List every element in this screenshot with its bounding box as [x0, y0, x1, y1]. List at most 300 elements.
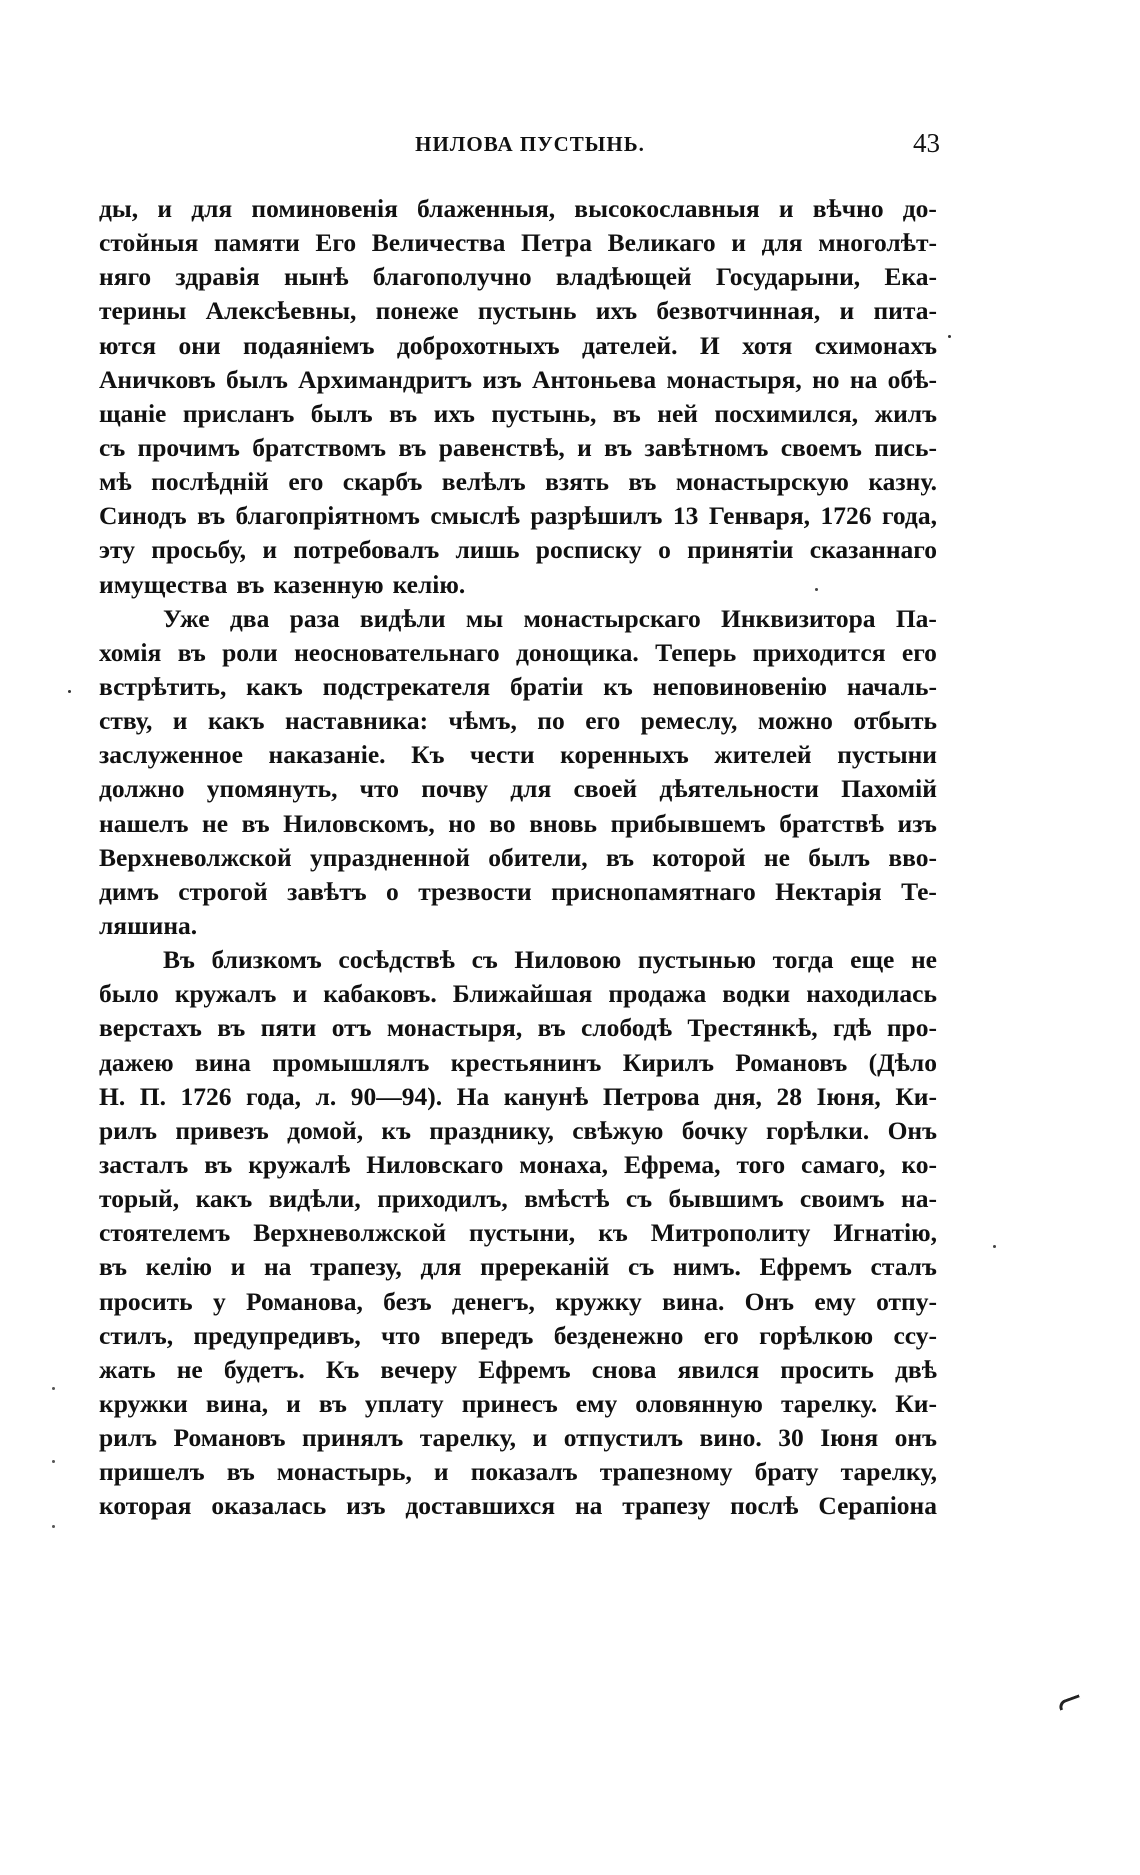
word: и: [292, 979, 308, 1009]
word: Уже: [163, 603, 210, 633]
body-text: [99, 192, 937, 1523]
word: для: [761, 228, 803, 258]
word: жителей: [714, 740, 812, 770]
word: терины: [99, 296, 187, 326]
word: Трестянкѣ,: [687, 1013, 818, 1043]
text-line: [99, 294, 937, 328]
word: вина: [194, 1047, 251, 1077]
word: отъ: [331, 1013, 372, 1043]
word: двѣ: [895, 1354, 937, 1384]
word: памяти: [213, 228, 300, 258]
word: мѣ: [99, 467, 132, 497]
text-line: [99, 602, 937, 636]
word: встрѣтить,: [99, 671, 227, 701]
text-line: [99, 841, 937, 875]
word: братствомъ: [252, 432, 386, 462]
word: л.: [315, 1081, 337, 1111]
word: стоятелемъ: [99, 1218, 231, 1248]
word: росписку: [535, 535, 642, 565]
word: приходилъ,: [377, 1184, 508, 1214]
word: промышлялъ: [272, 1047, 430, 1077]
word: упомянуть,: [206, 774, 338, 804]
word: жилъ: [874, 398, 937, 428]
word: въ: [99, 1252, 128, 1282]
word: Петра: [521, 228, 592, 258]
word: Къ: [411, 740, 445, 770]
word: Величества: [371, 228, 506, 258]
word: схимонахъ: [814, 330, 937, 360]
word: Архимандритъ: [298, 364, 472, 394]
word: принятіи: [687, 535, 794, 565]
word: Его: [315, 228, 357, 258]
word: года,: [881, 501, 937, 531]
word: Государыни,: [715, 262, 861, 292]
word: 30: [778, 1423, 804, 1453]
word: въ: [241, 808, 270, 838]
word: отпустилъ: [563, 1423, 684, 1453]
word: Инквизитора: [721, 603, 876, 633]
word: доставшихся: [405, 1491, 556, 1521]
word: безъ: [383, 1286, 432, 1316]
word: съ: [99, 432, 126, 462]
word: хотя: [742, 330, 793, 360]
word: Ека-: [884, 262, 937, 292]
word: 1726: [820, 501, 872, 531]
word: пустынь: [477, 296, 577, 326]
word: сталъ: [870, 1252, 937, 1282]
word: казенную: [273, 569, 384, 599]
word: не: [202, 808, 229, 838]
word: Митрополиту: [650, 1218, 811, 1248]
text-line: [99, 1455, 937, 1489]
word: 13: [672, 501, 699, 531]
word: прибывшемъ: [610, 808, 766, 838]
word: кружалъ: [174, 979, 277, 1009]
word: Ефремъ: [759, 1252, 852, 1282]
word: лишь: [455, 535, 520, 565]
word: нынѣ: [283, 262, 349, 292]
word: (Дѣло: [868, 1047, 937, 1077]
word: оловянную: [635, 1388, 763, 1418]
word: на: [574, 1491, 603, 1521]
text-line: [99, 704, 937, 738]
word: раза: [289, 603, 340, 633]
text-line: [99, 1182, 937, 1216]
word: рилъ: [99, 1115, 158, 1145]
word: братіи: [510, 671, 584, 701]
running-title: НИЛОВА ПУСТЫНЬ.: [415, 132, 645, 156]
word: вина,: [205, 1388, 269, 1418]
word: его: [288, 467, 324, 497]
word: на-: [901, 1184, 937, 1214]
text-line: [99, 1489, 937, 1523]
word: хомія: [99, 637, 162, 667]
word: имущества: [99, 569, 228, 599]
word: безденежно: [553, 1320, 684, 1350]
word: водки: [722, 979, 791, 1009]
word: Романова,: [246, 1286, 363, 1316]
word: того: [736, 1149, 786, 1179]
word: Верхневолжской: [99, 842, 292, 872]
page-header: [120, 128, 940, 162]
word: монастырскаго: [523, 603, 701, 633]
word: и: [778, 194, 794, 223]
word: обители,: [488, 842, 588, 872]
word: благопріятномъ: [235, 501, 420, 531]
word: неповиновенію: [652, 671, 828, 701]
word: дня,: [714, 1081, 762, 1111]
word: Н.: [99, 1081, 126, 1111]
word: въ: [612, 398, 641, 428]
word: П.: [139, 1081, 166, 1111]
word: тарелку,: [840, 1457, 937, 1487]
word: къ: [381, 1115, 411, 1145]
word: трезвости: [418, 876, 532, 906]
text-line: [99, 499, 937, 533]
word: тарелку.: [780, 1388, 878, 1418]
word: пись-: [874, 432, 937, 462]
word: посхимился,: [714, 398, 859, 428]
print-speck: [948, 335, 951, 338]
word: дателей.: [581, 330, 678, 360]
word: владѣющей: [555, 262, 692, 292]
word: до-: [902, 194, 937, 223]
word: тогда: [772, 945, 834, 975]
word: Верхневолжской: [253, 1218, 447, 1248]
word: своей: [573, 774, 638, 804]
text-line: [99, 875, 937, 909]
word: изъ: [346, 1491, 386, 1521]
word: завѣтномъ: [644, 432, 769, 462]
word: съ: [471, 945, 498, 975]
word: изъ: [482, 364, 522, 394]
word: Генваря,: [708, 501, 811, 531]
word: въ: [217, 1013, 246, 1043]
word: показалъ: [470, 1457, 578, 1487]
text-line: [99, 1011, 937, 1045]
word: упраздненной: [310, 842, 470, 872]
word: приходится: [752, 637, 886, 667]
word: для: [191, 194, 233, 223]
word: къ: [603, 671, 633, 701]
word: торый,: [99, 1184, 180, 1214]
word: пита-: [873, 296, 937, 326]
word: про-: [886, 1013, 937, 1043]
word: которая: [99, 1491, 192, 1521]
word: вина.: [662, 1286, 725, 1316]
word: онъ: [894, 1423, 937, 1453]
word: наставника:: [285, 706, 429, 736]
word: сказаннаго: [809, 535, 937, 565]
word: Игнатію,: [833, 1218, 937, 1248]
word: сосѣдствѣ: [338, 945, 455, 975]
word: Къ: [325, 1354, 360, 1384]
word: его: [901, 637, 937, 667]
word: по: [537, 706, 565, 736]
word: скарбъ: [342, 467, 423, 497]
word: слободѣ: [580, 1013, 672, 1043]
word: взять: [545, 467, 609, 497]
page-number: 43: [913, 128, 940, 158]
word: находилась: [806, 979, 937, 1009]
text-line: [99, 568, 937, 602]
word: но: [448, 808, 476, 838]
text-line: [99, 1319, 937, 1353]
word: просьбу,: [151, 535, 247, 565]
word: Ниловскомъ,: [283, 808, 435, 838]
word: коренныхъ: [560, 740, 689, 770]
word: въ: [389, 398, 418, 428]
word: привезъ: [175, 1115, 269, 1145]
word: строгой: [178, 876, 268, 906]
word: былъ: [808, 842, 871, 872]
word: изъ: [897, 808, 937, 838]
word: ко-: [901, 1149, 937, 1179]
word: вновь: [529, 808, 598, 838]
word: монастырь,: [276, 1457, 412, 1487]
word: вмѣстѣ: [524, 1184, 610, 1214]
word: въ: [318, 1388, 347, 1418]
word: наказаніе.: [268, 740, 386, 770]
word: кружалѣ: [248, 1149, 351, 1179]
word: и: [731, 228, 746, 258]
word: кружку: [555, 1286, 642, 1316]
text-line: [99, 1421, 937, 1455]
word: Синодъ: [99, 501, 187, 531]
text-line: [99, 1387, 937, 1421]
word: 90—94).: [350, 1081, 443, 1111]
word: Ниловою: [514, 945, 622, 975]
text-line: [99, 1285, 937, 1319]
word: пришелъ: [99, 1457, 205, 1487]
word: къ: [598, 1218, 628, 1248]
print-speck: [1057, 1694, 1082, 1710]
word: бывшимъ: [668, 1184, 784, 1214]
word: пустыни,: [469, 1218, 576, 1248]
text-line: [99, 1353, 937, 1387]
word: 28: [776, 1081, 802, 1111]
word: Ниловскаго: [366, 1149, 504, 1179]
word: трапезному: [599, 1457, 733, 1487]
word: какъ: [246, 671, 303, 701]
word: Въ: [163, 945, 195, 975]
word: Па-: [895, 603, 937, 633]
word: послѣдній: [151, 467, 269, 497]
word: неосновательнаго: [294, 637, 500, 667]
word: ихъ: [433, 398, 475, 428]
word: вво-: [888, 842, 937, 872]
word: будетъ.: [223, 1354, 305, 1384]
word: стойныя: [99, 228, 199, 258]
word: Петрова: [602, 1081, 700, 1111]
word: какъ: [195, 1184, 253, 1214]
word: но: [812, 364, 840, 394]
word: ней: [657, 398, 698, 428]
word: И: [699, 330, 720, 360]
word: Пахомій: [841, 774, 937, 804]
word: въ: [177, 637, 206, 667]
word: велѣлъ: [441, 467, 526, 497]
word: Іюня,: [816, 1081, 881, 1111]
word: благополучно: [372, 262, 532, 292]
word: трапезу,: [310, 1252, 402, 1282]
word: въ: [236, 569, 265, 599]
word: и: [262, 535, 278, 565]
word: отбыть: [853, 706, 937, 736]
text-line: [99, 533, 937, 567]
word: не: [176, 1354, 203, 1384]
word: пустынью: [637, 945, 756, 975]
word: явился: [677, 1354, 760, 1384]
word: своемъ: [780, 432, 862, 462]
word: няго: [99, 262, 152, 292]
word: монаха,: [519, 1149, 609, 1179]
word: и: [230, 1252, 246, 1282]
word: подстрекателя: [322, 671, 491, 701]
word: канунѣ: [503, 1081, 589, 1111]
word: у: [212, 1286, 226, 1316]
word: Аничковъ: [99, 364, 216, 394]
word: былъ: [310, 398, 373, 428]
word: брату: [754, 1457, 819, 1487]
word: въ: [605, 842, 634, 872]
word: денегъ,: [451, 1286, 535, 1316]
text-line: [99, 738, 937, 772]
word: братствѣ: [779, 808, 884, 838]
word: дажею: [99, 1047, 174, 1077]
word: разрѣшилъ: [530, 501, 663, 531]
word: во: [489, 808, 516, 838]
word: не: [910, 945, 937, 975]
word: тарелку,: [419, 1423, 517, 1453]
word: казну.: [868, 467, 937, 497]
word: заслуженное: [99, 740, 243, 770]
text-line: [99, 192, 937, 226]
word: на: [263, 1252, 292, 1282]
word: Кирилъ: [622, 1047, 714, 1077]
word: доброхотныхъ: [396, 330, 560, 360]
word: просить: [99, 1286, 193, 1316]
word: блаженныя,: [417, 194, 556, 223]
text-line: [99, 431, 937, 465]
word: принесъ: [461, 1388, 558, 1418]
word: должно: [99, 774, 185, 804]
word: съ: [628, 1252, 655, 1282]
word: здравія: [175, 262, 260, 292]
text-line: [99, 1148, 937, 1182]
word: и: [433, 1457, 449, 1487]
word: близкомъ: [211, 945, 322, 975]
word: ются: [99, 330, 157, 360]
word: кабаковъ.: [323, 979, 437, 1009]
text-line: [99, 329, 937, 363]
word: бочку: [681, 1115, 748, 1145]
word: безвотчинная,: [656, 296, 821, 326]
word: нимъ.: [672, 1252, 741, 1282]
word: и: [286, 1388, 301, 1418]
text-line: [99, 397, 937, 431]
word: Ки-: [895, 1081, 937, 1111]
word: Ефрема,: [624, 1149, 721, 1179]
word: пяти: [260, 1013, 317, 1043]
word: ству,: [99, 706, 153, 736]
word: и: [172, 706, 188, 736]
word: въ: [628, 467, 657, 497]
word: въ: [197, 501, 226, 531]
word: на: [849, 364, 878, 394]
word: Іюня: [820, 1423, 879, 1453]
word: впередъ: [440, 1320, 534, 1350]
word: келію.: [392, 569, 466, 599]
word: засталъ: [99, 1149, 189, 1179]
word: присланъ: [182, 398, 295, 428]
print-speck: [52, 1525, 55, 1528]
word: чѣмъ,: [448, 706, 517, 736]
word: пререканій: [480, 1252, 610, 1282]
word: роли: [222, 637, 278, 667]
word: отпу-: [876, 1286, 937, 1316]
word: ремеслу,: [640, 706, 738, 736]
print-speck: [52, 1387, 55, 1390]
word: стилъ,: [99, 1320, 174, 1350]
word: На: [456, 1081, 490, 1111]
word: Нектарія: [775, 876, 882, 906]
word: свѣжую: [572, 1115, 664, 1145]
word: монастырскую: [675, 467, 849, 497]
word: въ: [537, 1013, 566, 1043]
word: обѣ-: [887, 364, 937, 394]
word: монастыря,: [386, 1013, 523, 1043]
text-line: [99, 807, 937, 841]
word: года,: [246, 1081, 302, 1111]
word: Ки-: [895, 1388, 937, 1418]
word: въ: [398, 432, 427, 462]
word: оказалась: [211, 1491, 327, 1521]
word: подаяніемъ: [243, 330, 375, 360]
text-line: [99, 1250, 937, 1284]
word: горѣлки.: [765, 1115, 870, 1145]
text-line: [99, 909, 937, 943]
word: еще: [850, 945, 895, 975]
word: жать: [99, 1354, 156, 1384]
word: о: [658, 535, 671, 565]
word: нашелъ: [99, 808, 189, 838]
word: смыслѣ: [430, 501, 520, 531]
word: не: [763, 842, 790, 872]
word: трапезу: [622, 1491, 711, 1521]
text-line: [99, 465, 937, 499]
word: ссу-: [893, 1320, 937, 1350]
word: равенствѣ,: [438, 432, 565, 462]
text-line: [99, 1080, 937, 1114]
text-line: [99, 363, 937, 397]
print-speck: [815, 588, 818, 591]
word: пустыни: [837, 740, 937, 770]
text-line: [99, 1114, 937, 1148]
word: крестьянинъ: [450, 1047, 602, 1077]
word: въ: [204, 1149, 233, 1179]
word: и: [157, 194, 173, 223]
word: потребовалъ: [293, 535, 440, 565]
word: началь-: [846, 671, 937, 701]
word: высокославныя: [574, 194, 760, 223]
word: снова: [591, 1354, 657, 1384]
word: кружки: [99, 1388, 188, 1418]
word: димъ: [99, 876, 159, 906]
word: два: [229, 603, 270, 633]
word: многолѣт-: [818, 228, 937, 258]
word: ляшина.: [99, 910, 198, 940]
